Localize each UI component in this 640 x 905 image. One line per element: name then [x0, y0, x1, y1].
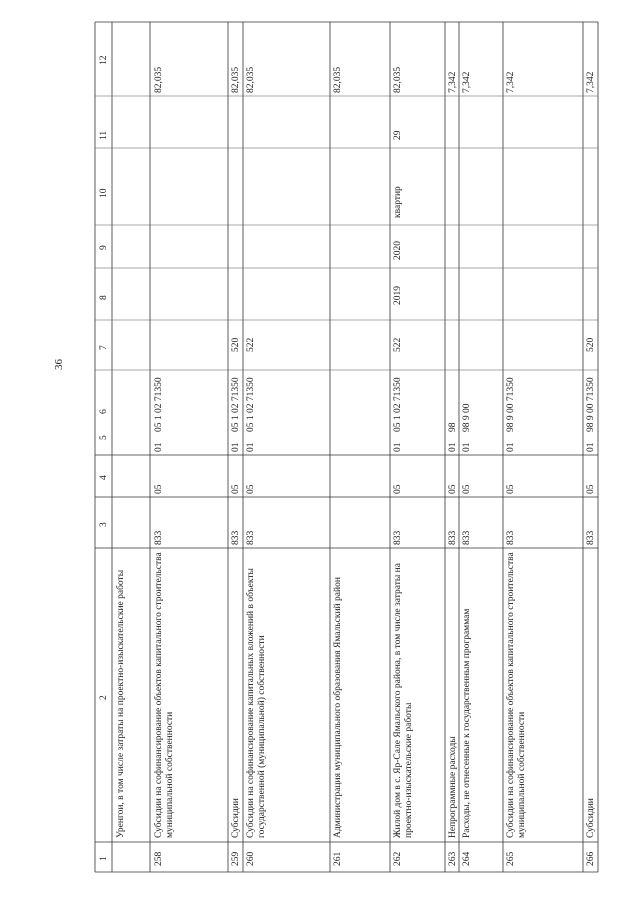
- col-header-3: 3: [99, 522, 109, 527]
- row-number: 258: [154, 851, 164, 866]
- cell-col4: 05: [231, 484, 241, 494]
- cell-col7: 520: [586, 337, 596, 352]
- row-number: 262: [393, 851, 403, 866]
- cell-col6: 98: [448, 422, 458, 432]
- cell-col7: 522: [393, 337, 403, 352]
- cell-col12: 7,342: [448, 71, 458, 93]
- cell-col3: 833: [154, 530, 164, 545]
- cell-col5: 01: [448, 442, 458, 452]
- cell-col6: 05 1 02 71350: [154, 377, 164, 432]
- cell-col8: 2019: [393, 286, 403, 305]
- cell-col3: 833: [448, 530, 458, 545]
- cell-col12: 82,035: [393, 66, 403, 93]
- page-number: 36: [53, 359, 65, 370]
- col-header-5: 5: [99, 435, 109, 440]
- cell-col6: 98 9 00 71350: [586, 377, 596, 432]
- col-header-1: 1: [99, 856, 109, 861]
- col-header-6: 6: [99, 409, 109, 414]
- cell-col6: 98 9 00 71350: [506, 377, 516, 432]
- row-name: Субсидии на софинансирование капитальных вложений в объекты государственной (муниципальной) собственности: [246, 568, 267, 838]
- row-number: 263: [448, 851, 458, 866]
- col-header-7: 7: [99, 345, 109, 350]
- cell-col7: 522: [246, 337, 256, 352]
- col-header-10: 10: [99, 188, 109, 198]
- cell-col12: 82,035: [154, 66, 164, 93]
- cell-col7: 520: [231, 337, 241, 352]
- row-name: Администрация муниципального образования Ямальский район: [333, 577, 343, 838]
- cell-col4: 05: [448, 484, 458, 494]
- row-name: Непрограммные расходы: [448, 736, 458, 838]
- cell-col4: 05: [462, 484, 472, 494]
- cell-col5: 01: [154, 442, 164, 452]
- cell-col4: 05: [586, 484, 596, 494]
- row-number: 260: [246, 851, 256, 866]
- cell-col3: 833: [462, 530, 472, 545]
- row-name: Субсидии: [586, 798, 596, 838]
- col-header-2: 2: [99, 695, 109, 700]
- col-header-4: 4: [99, 475, 109, 480]
- cell-col6: 05 1 02 71350: [393, 377, 403, 432]
- cell-col12: 82,035: [231, 66, 241, 93]
- cell-col5: 01: [393, 442, 403, 452]
- cell-col12: 82,035: [246, 66, 256, 93]
- cell-col3: 833: [231, 530, 241, 545]
- cell-col4: 05: [393, 484, 403, 494]
- row-name: Жилой дом в с. Яр-Сале Ямальского района, в том числе затраты на проектно-изыскательские работы: [393, 563, 414, 838]
- cell-col6: 05 1 02 71350: [246, 377, 256, 432]
- row-name: Расходы, не отнесенные к государственным программам: [462, 608, 472, 838]
- cell-col3: 833: [246, 530, 256, 545]
- row-number: 265: [506, 851, 516, 866]
- row-name: Субсидии на софинансирование объектов капитального строительства муниципальной собственности: [154, 552, 175, 838]
- cell-col10: квартир: [393, 186, 403, 218]
- cell-col9: 2020: [393, 241, 403, 260]
- cell-col12: 7,342: [506, 71, 516, 93]
- cell-col3: 833: [393, 530, 403, 545]
- row-name: Уренгои, в том числе затраты на проектно-изыскательские работы: [116, 569, 126, 838]
- cell-col4: 05: [506, 484, 516, 494]
- cell-col5: 01: [586, 442, 596, 452]
- col-header-9: 9: [99, 245, 109, 250]
- row-name: Субсидии на софинансирование объектов капитального строительства муниципальной собственности: [506, 552, 527, 838]
- cell-col6: 98 9 00: [462, 403, 472, 432]
- col-header-8: 8: [99, 295, 109, 300]
- col-header-12: 12: [99, 55, 109, 65]
- cell-col5: 01: [506, 442, 516, 452]
- row-number: 259: [231, 851, 241, 866]
- col-header-11: 11: [99, 130, 109, 140]
- cell-col5: 01: [462, 442, 472, 452]
- cell-col3: 833: [586, 530, 596, 545]
- cell-col5: 01: [231, 442, 241, 452]
- cell-col12: 82,035: [333, 66, 343, 93]
- cell-col12: 7,342: [586, 71, 596, 93]
- cell-col11: 29: [393, 130, 403, 140]
- cell-col5: 01: [246, 442, 256, 452]
- row-number: 264: [462, 851, 472, 866]
- cell-col12: 7,342: [462, 71, 472, 93]
- cell-col4: 05: [154, 484, 164, 494]
- cell-col4: 05: [246, 484, 256, 494]
- row-name: Субсидии: [231, 798, 241, 838]
- row-number: 261: [333, 851, 343, 866]
- row-number: 266: [586, 851, 596, 866]
- cell-col3: 833: [506, 530, 516, 545]
- cell-col6: 05 1 02 71350: [231, 377, 241, 432]
